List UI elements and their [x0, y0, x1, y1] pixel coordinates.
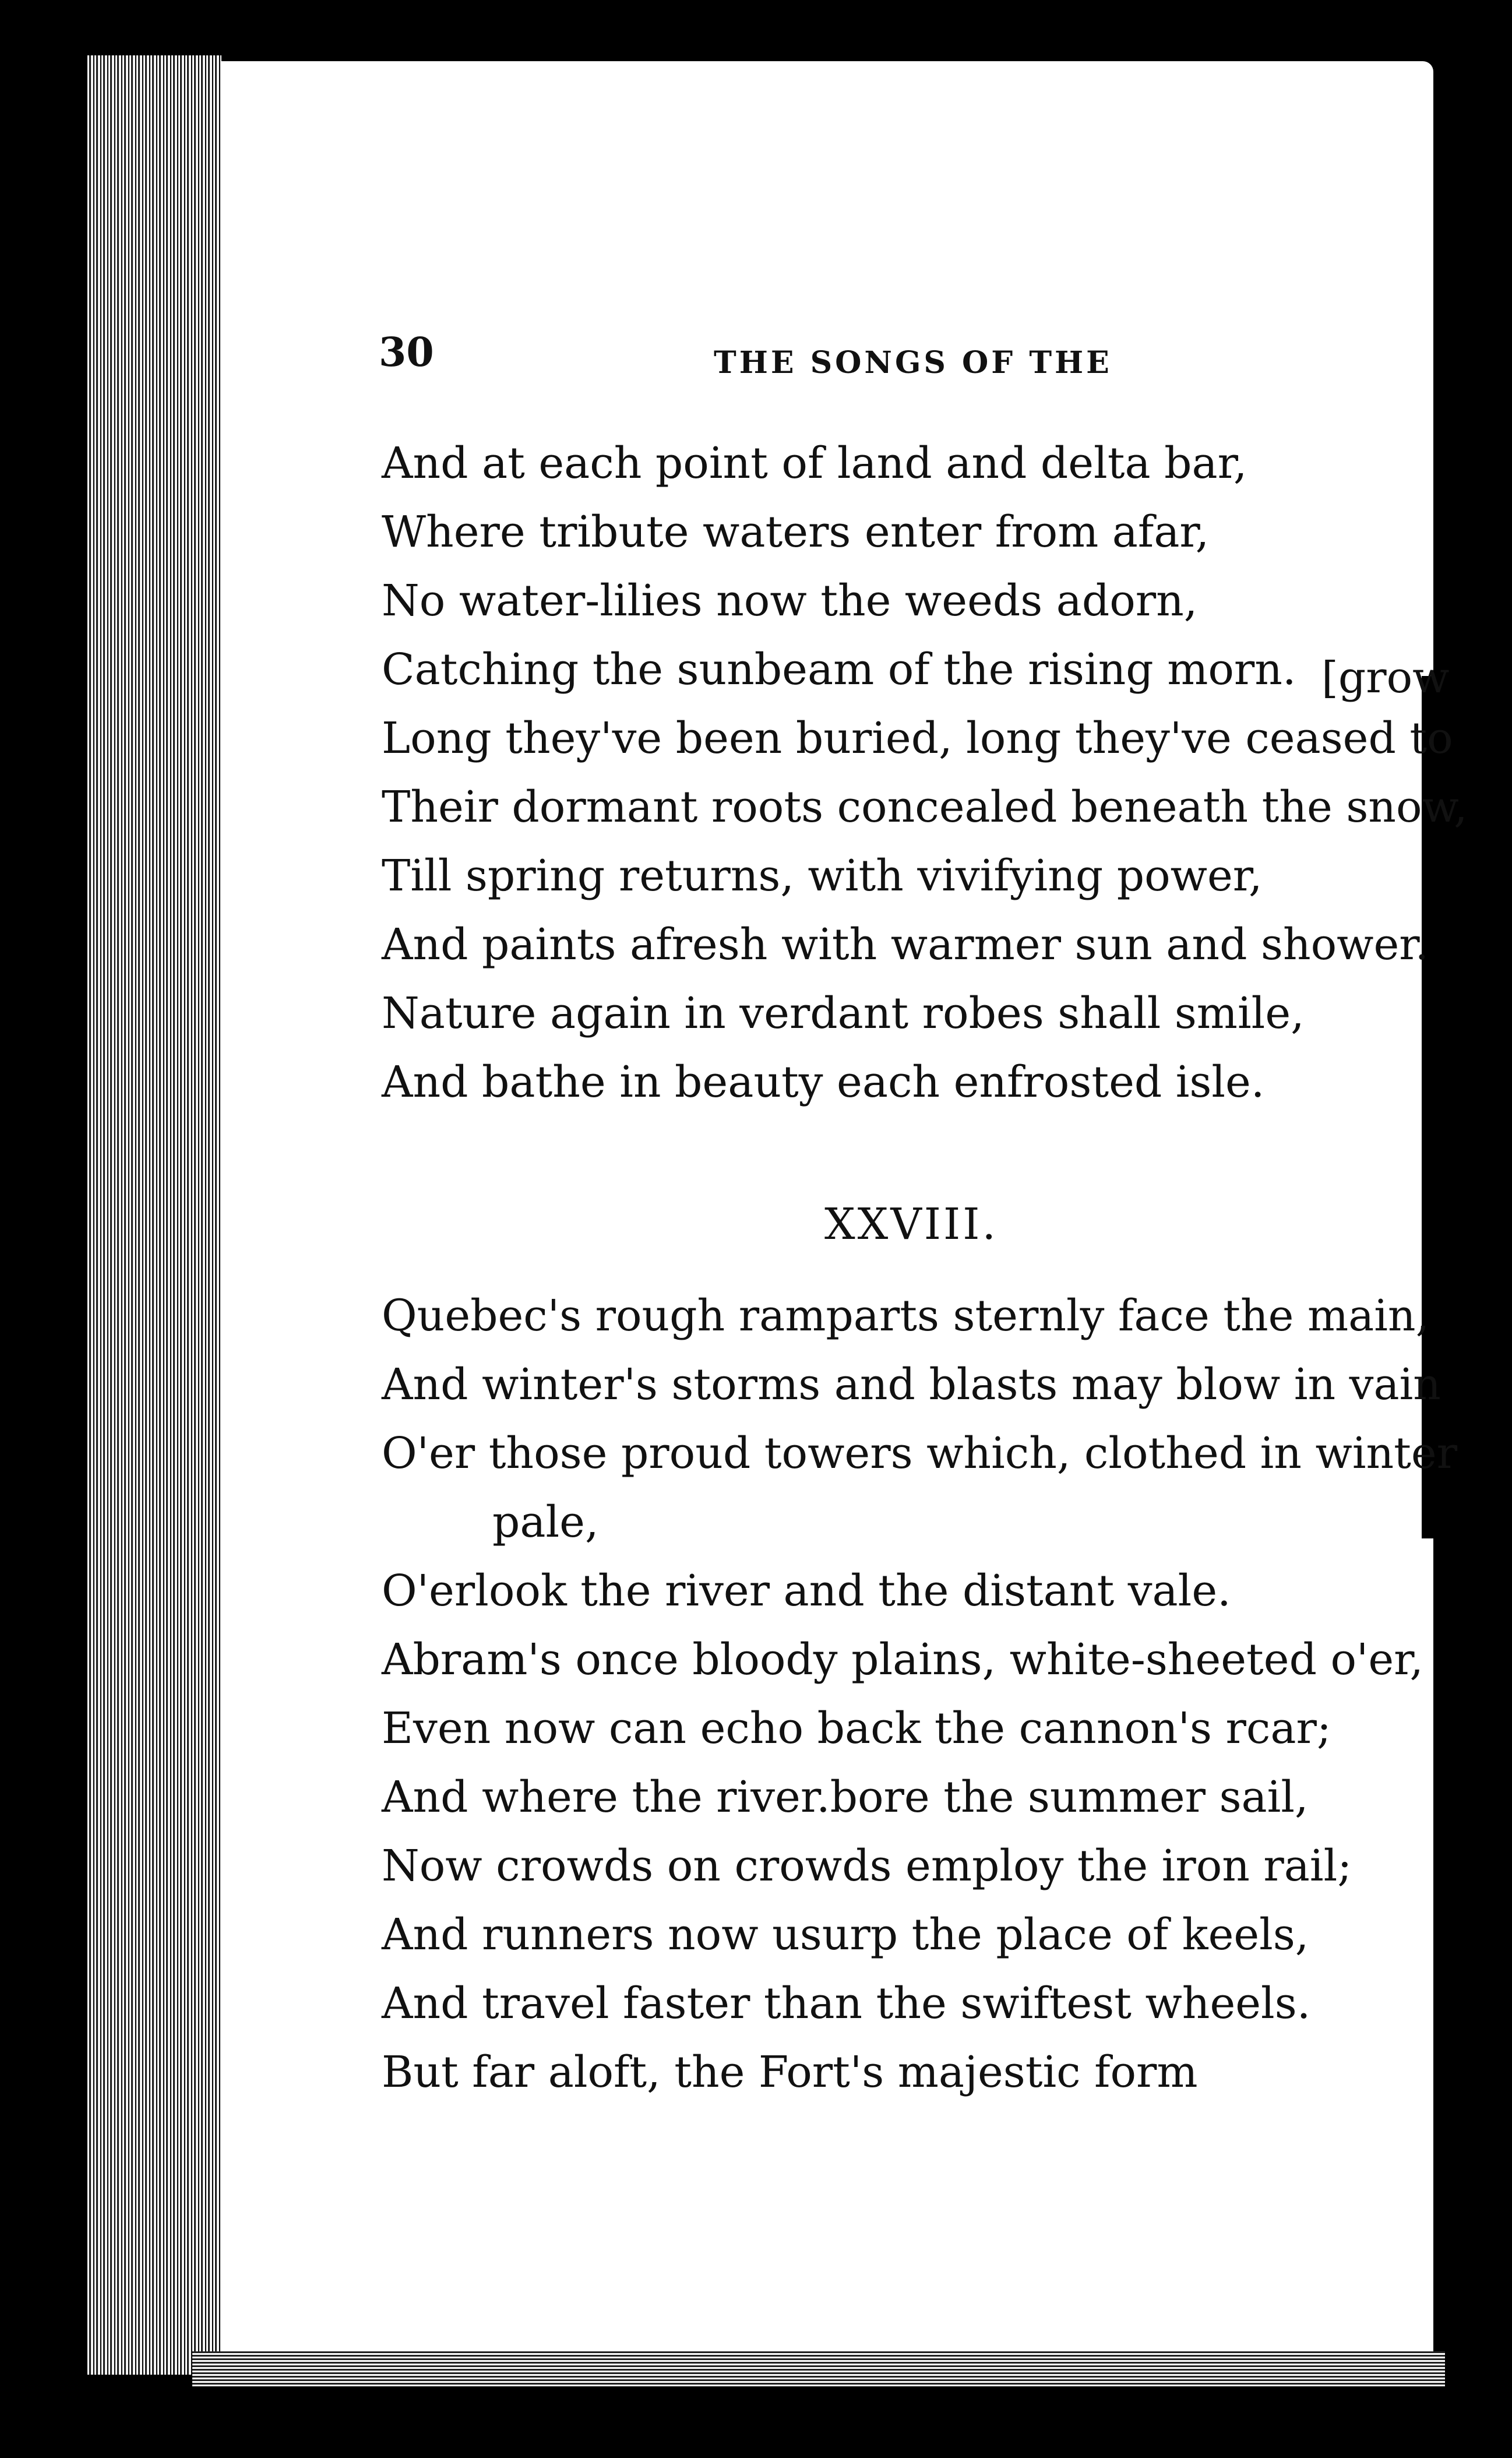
running-title: THE SONGS OF THE	[714, 345, 1112, 381]
stanza-line: Even now can echo back the cannon's rcar;	[382, 1703, 1331, 1753]
stanza-line: And paints afresh with warmer sun and shower.	[382, 920, 1429, 970]
stanza-line: But far aloft, the Fort's majestic form	[382, 2047, 1198, 2097]
stanza-line: Abram's once bloody plains, white-sheeted o'er,	[382, 1635, 1423, 1685]
stanza-line: Now crowds on crowds employ the iron rail;	[382, 1841, 1352, 1891]
page-bottom-edge	[192, 2351, 1445, 2386]
stanza-line: Where tribute waters enter from afar,	[382, 507, 1210, 557]
stanza-line: And travel faster than the swiftest wheels.	[382, 1978, 1311, 2029]
stanza-line: O'er those proud towers which, clothed in winter	[382, 1428, 1458, 1478]
stanza-line: O'erlook the river and the distant vale.	[382, 1566, 1231, 1616]
stanza-line: Till spring returns, with vivifying power,	[382, 851, 1263, 901]
margin-mark: [grow	[1321, 653, 1450, 703]
stanza-line: Nature again in verdant robes shall smile,	[382, 988, 1305, 1038]
page-number: 30	[379, 329, 434, 376]
stanza-line: Long they've been buried, long they've ceased to	[382, 713, 1453, 763]
stanza-line: pale,	[492, 1497, 599, 1547]
stanza-line: No water-lilies now the weeds adorn,	[382, 576, 1198, 626]
section-numeral: XXVIII.	[824, 1199, 999, 1249]
stanza-line: And winter's storms and blasts may blow in vain	[382, 1360, 1441, 1410]
stanza-line: Catching the sunbeam of the rising morn.	[382, 645, 1296, 695]
stanza-line: And at each point of land and delta bar,	[382, 438, 1247, 488]
stanza-line: Quebec's rough ramparts sternly face the main,	[382, 1291, 1430, 1341]
stanza-line: And where the river.bore the summer sail,	[382, 1772, 1309, 1822]
stanza-line: And bathe in beauty each enfrosted isle.	[382, 1057, 1265, 1107]
page-edges	[87, 55, 221, 2375]
stanza-line: Their dormant roots concealed beneath the snow,	[382, 782, 1468, 832]
stanza-line: And runners now usurp the place of keels,	[382, 1910, 1309, 1960]
